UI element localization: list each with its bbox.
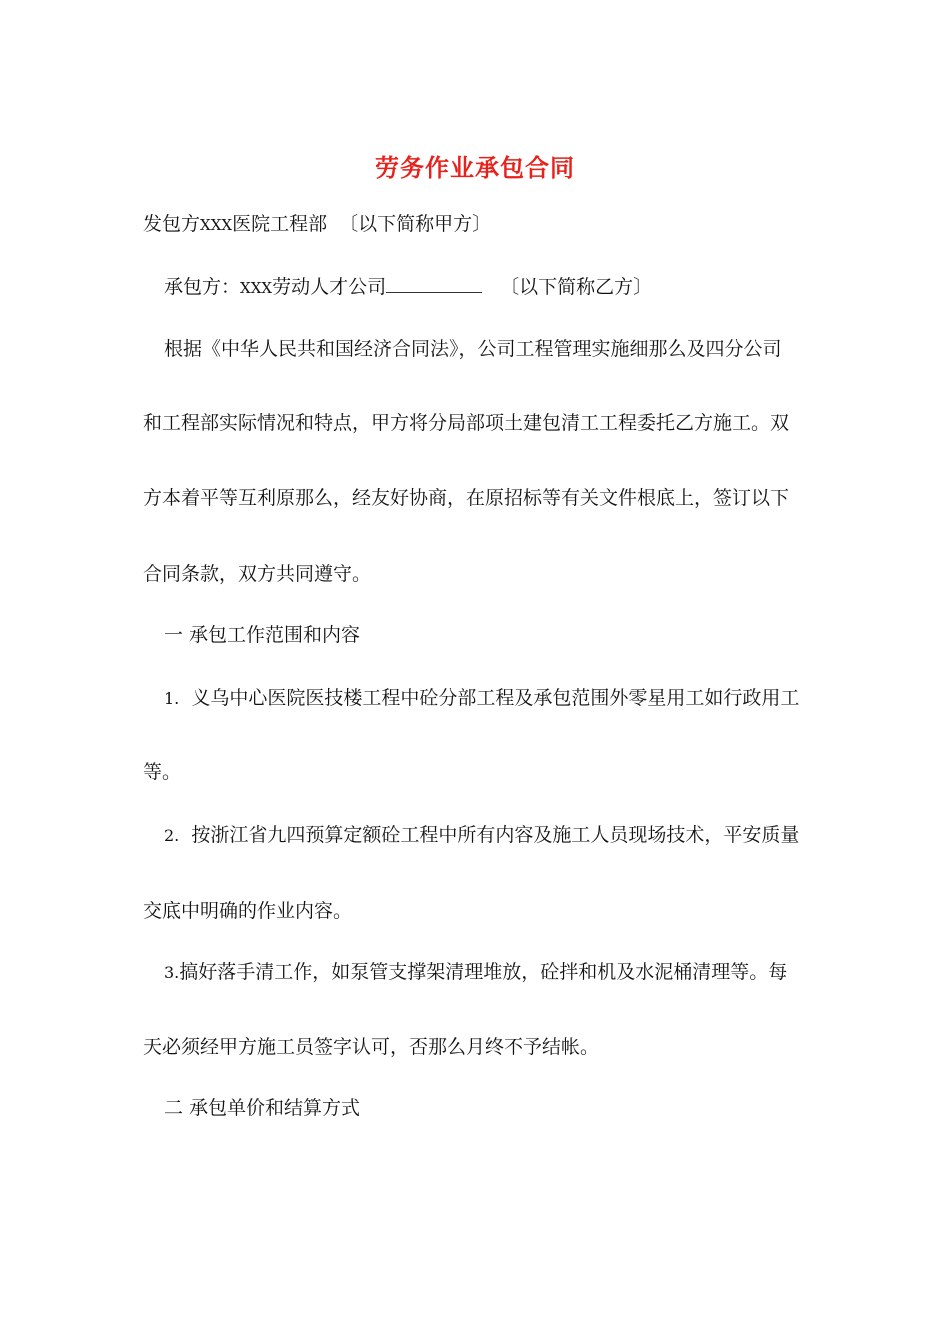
- section-2-heading: 二 承包单价和结算方式: [164, 1097, 361, 1119]
- party-b-line: [164, 272, 652, 302]
- party-a-line: [143, 210, 491, 239]
- party-a-name: 医院工程部: [232, 213, 328, 235]
- item-2-number: 2.: [164, 826, 180, 845]
- section-1-item-2: [164, 821, 799, 850]
- item-3-text: 搞好落手清工作，如泵管支撑架清理堆放，砼拌和机及水泥桶清理等。每: [179, 961, 788, 983]
- section-1-item-2-cont: 交底中明确的作业内容。: [143, 900, 353, 922]
- intro-line-4: 合同条款，双方共同遵守。: [143, 563, 372, 585]
- section-1-heading: 一 承包工作范围和内容: [164, 624, 361, 646]
- party-b-name: 劳动人才公司: [272, 276, 387, 298]
- party-a-prefix: 发包方: [143, 213, 201, 235]
- intro-line-2: 和工程部实际情况和特点，甲方将分局部项土建包清工工程委托乙方施工。双: [143, 412, 790, 434]
- section-1-item-1: [164, 684, 799, 713]
- section-1-item-1-cont: 等。: [143, 761, 182, 783]
- party-a-note: 〔以下简称甲方〕: [339, 213, 492, 235]
- section-1-item-3: [164, 958, 787, 987]
- blank-underline: [386, 272, 482, 293]
- party-b-note: 〔以下简称乙方〕: [500, 276, 653, 298]
- party-b-code: XXX: [240, 279, 273, 297]
- item-2-text: 按浙江省九四预算定额砼工程中所有内容及施工人员现场技术，平安质量: [191, 824, 800, 846]
- item-1-text: 义乌中心医院医技楼工程中砼分部工程及承包范围外零星用工如行政用工: [191, 687, 800, 709]
- section-1-item-3-cont: 天必须经甲方施工员签字认可，否那么月终不予结帐。: [143, 1036, 600, 1058]
- party-b-prefix: 承包方：: [164, 276, 241, 298]
- intro-line-1: 根据《中华人民共和国经济合同法》，公司工程管理实施细那么及四分公司: [164, 338, 782, 360]
- intro-line-3: 方本着平等互利原那么，经友好协商，在原招标等有关文件根底上，签订以下: [143, 487, 790, 509]
- item-1-number: 1.: [164, 689, 180, 708]
- document-title: 劳务作业承包合同: [375, 154, 575, 182]
- item-3-number: 3.: [164, 963, 180, 982]
- party-a-code: XXX: [200, 216, 233, 234]
